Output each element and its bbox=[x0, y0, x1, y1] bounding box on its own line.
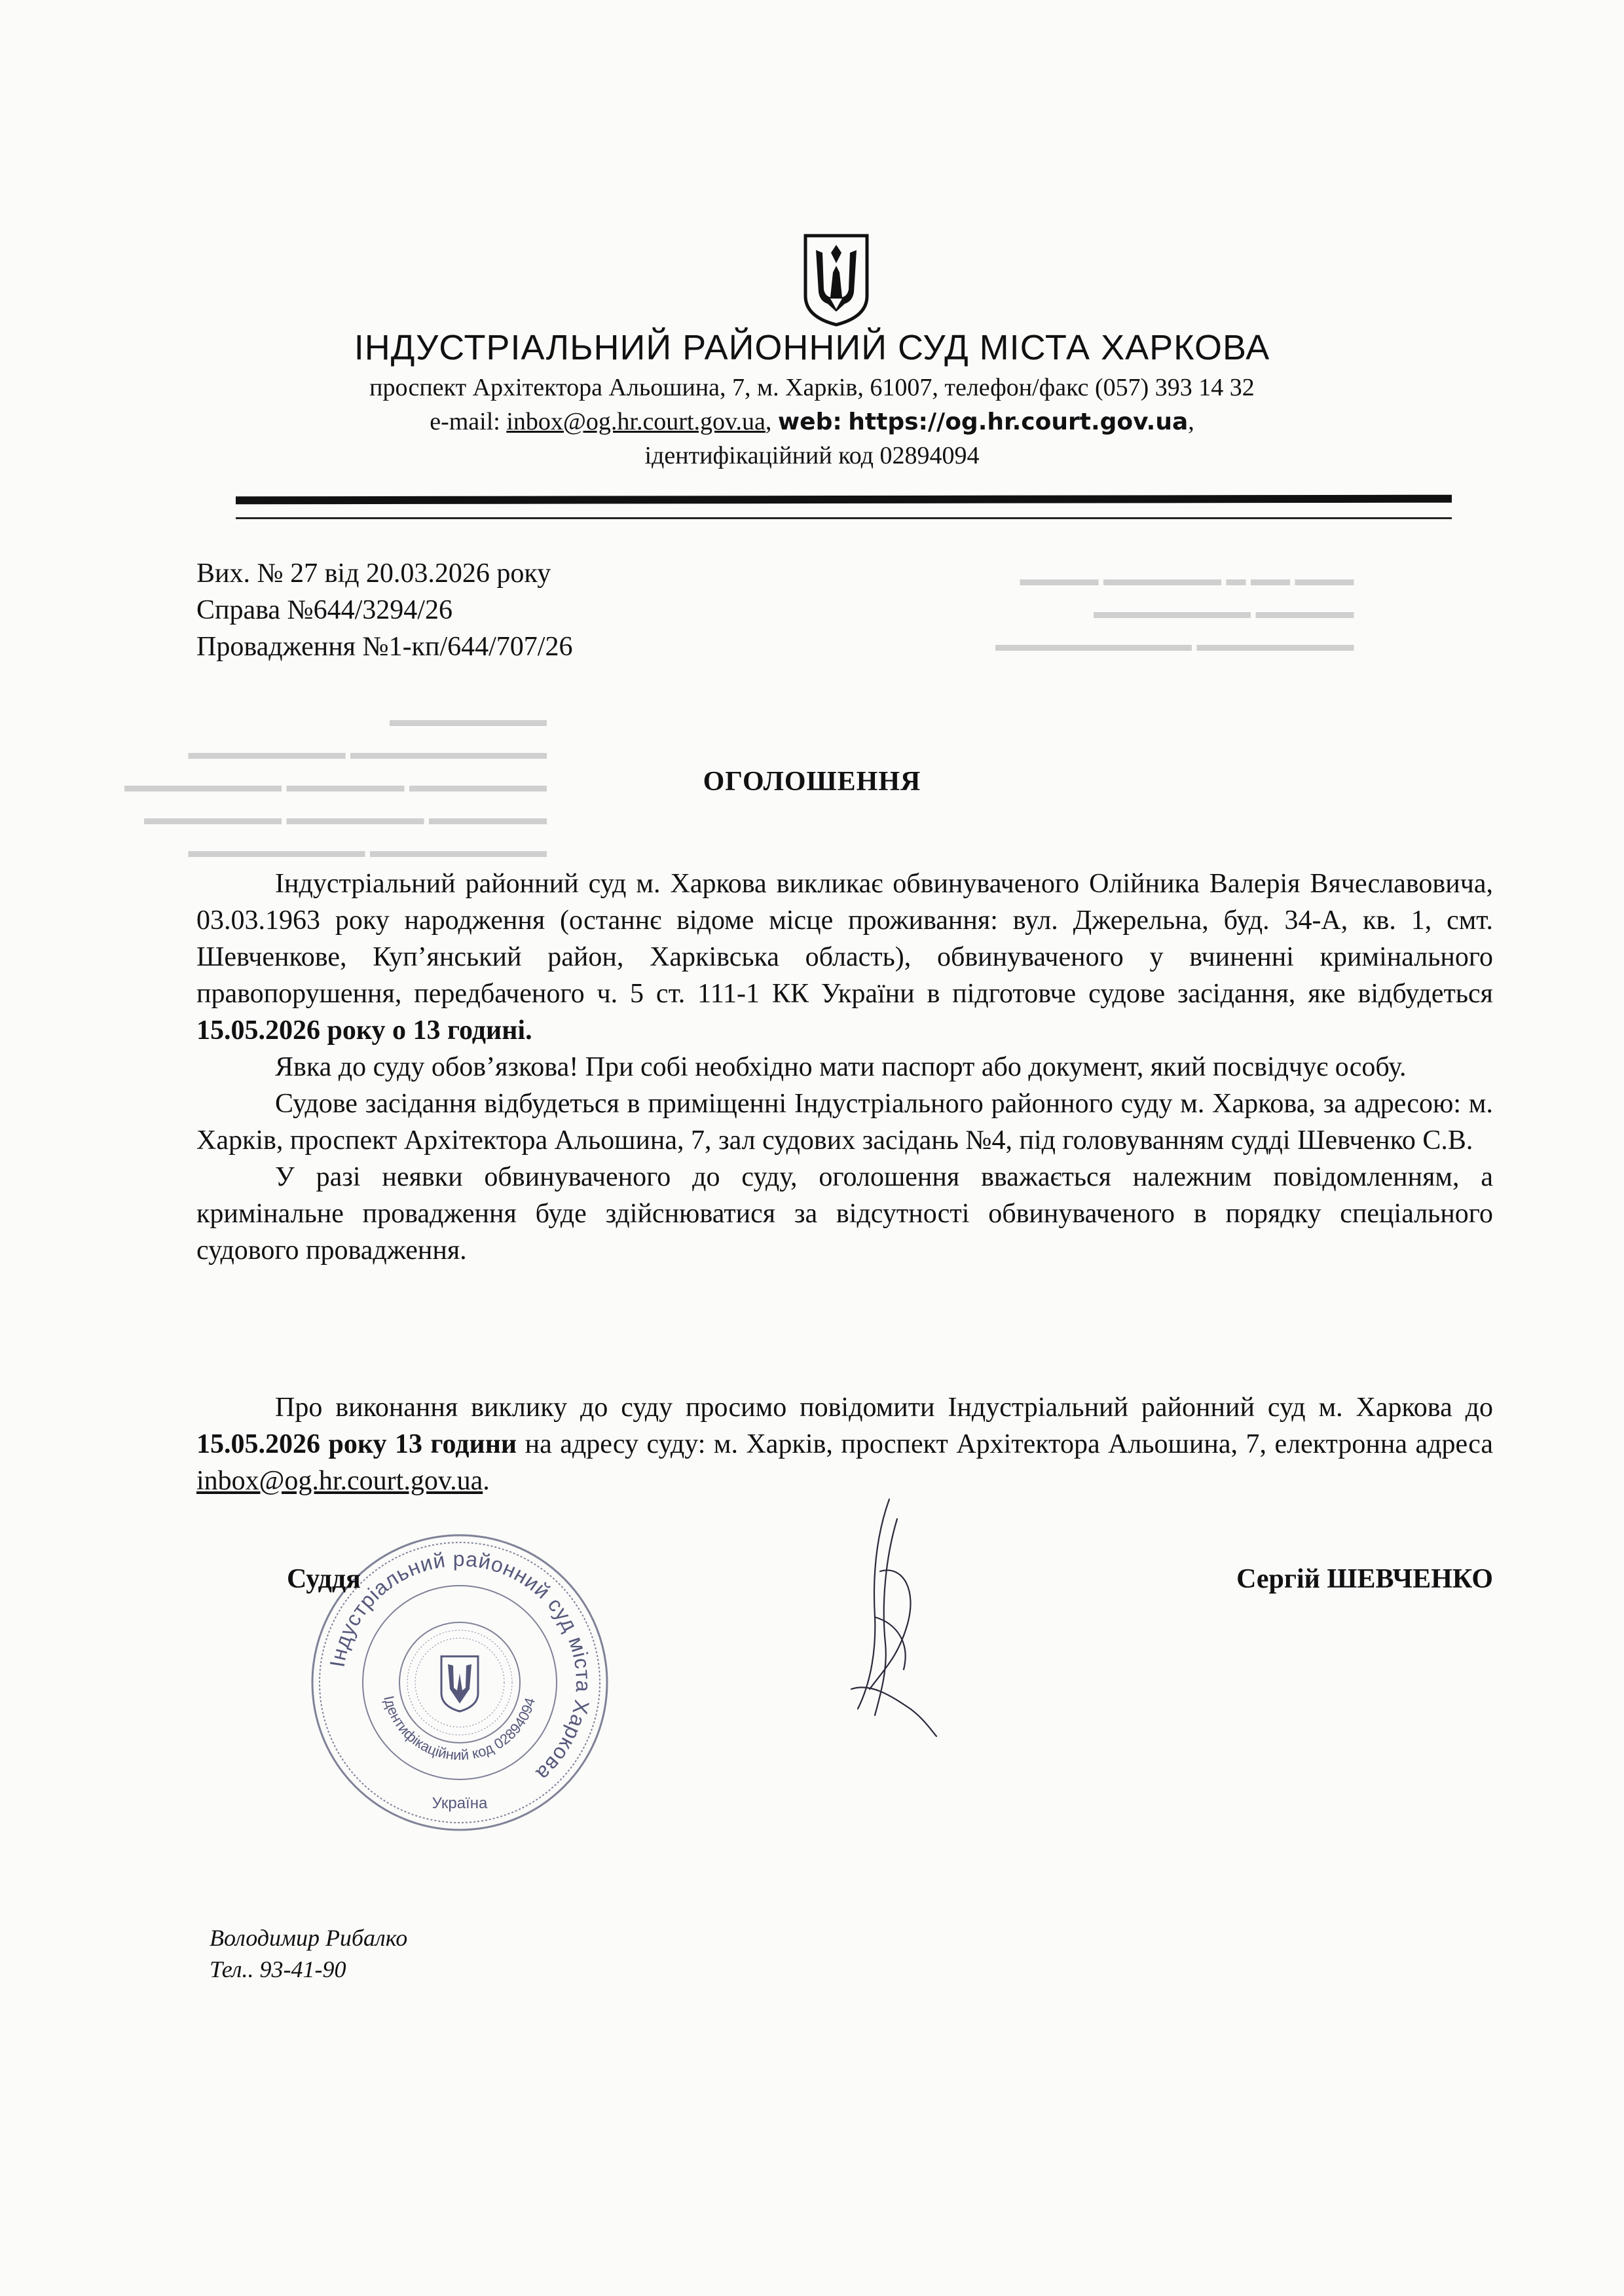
notice-body bbox=[196, 866, 1493, 1269]
reply-request bbox=[196, 1389, 1493, 1499]
court-web-link[interactable]: https://og.hr.court.gov.ua bbox=[848, 409, 1189, 435]
document-references bbox=[196, 555, 572, 665]
absence-paragraph: У разі неявки обвинуваченого до суду, оголошення вважається належним повідомленням, а кримінальне провадження буде здійснюватися за відсутності обвинуваченого в порядку спеціального судового провадження. bbox=[196, 1162, 1493, 1266]
email-label: e-mail: bbox=[430, 408, 500, 435]
court-id-code: ідентифікаційний код 02894094 bbox=[644, 442, 980, 469]
attendance-paragraph: Явка до суду обов’язкова! При собі необхідно мати паспорт або документ, який посвідчує особу. bbox=[275, 1052, 1407, 1082]
reply-deadline: 15.05.2026 року 13 години bbox=[196, 1429, 517, 1459]
venue-paragraph: Судове засідання відбудеться в приміщенні Індустріального районного суду м. Харкова, за адресою: м. Харків, проспект Архітектора Альошина, 7, зал судових засідань №4, під головуванням судді Шевченко С.В. bbox=[196, 1089, 1493, 1156]
outgoing-number: Вих. № 27 від 20.03.2026 року bbox=[196, 558, 551, 589]
hearing-datetime: 15.05.2026 року о 13 годині. bbox=[196, 1015, 532, 1046]
proceeding-number: Провадження №1-кп/644/707/26 bbox=[196, 632, 573, 662]
executor-phone: Тел.. 93-41-90 bbox=[210, 1956, 346, 1982]
stamp-trident-icon bbox=[441, 1656, 478, 1711]
handwritten-signature bbox=[812, 1493, 956, 1741]
header-divider-thick bbox=[236, 495, 1452, 505]
bleed-through: ▬▬▬ ▬▬ ▬ ▬▬▬▬▬▬ ▬▬▬▬ ▬▬▬▬▬ ▬▬▬▬▬▬▬▬ ▬▬▬▬▬▬▬▬ ▬▬▬▬▬▬▬▬▬▬ bbox=[995, 568, 1354, 655]
notice-heading: ОГОЛОШЕННЯ bbox=[703, 767, 921, 797]
court-address: проспект Архітектора Альошина, 7, м. Харків, 61007, телефон/факс (057) 393 14 32 bbox=[369, 374, 1255, 401]
reply-paragraph: Про виконання виклику до суду просимо повідомити Індустріальний районний суд м. Харкова до 15.05.2026 року 13 години на адресу суду: м. Харків, проспект Архітектора Альошина, 7, електронна адреса inbox@og.hr.court.gov.ua. bbox=[196, 1393, 1494, 1496]
executor-info bbox=[210, 1922, 407, 1985]
case-number: Справа №644/3294/26 bbox=[196, 595, 452, 625]
court-name-title: ІНДУСТРІАЛЬНИЙ РАЙОННИЙ СУД МІСТА ХАРКОВА bbox=[354, 328, 1270, 367]
stamp-country: Україна bbox=[432, 1795, 488, 1812]
court-contacts: e-mail: inbox@og.hr.court.gov.ua, web: https://og.hr.court.gov.ua, bbox=[430, 408, 1194, 435]
bleed-through: ▬▬▬▬▬▬▬▬ ▬▬▬▬▬▬▬▬▬▬ ▬▬▬▬▬▬▬▬ ▬▬▬▬▬▬▬ ▬▬▬▬▬▬ ▬▬▬▬▬▬▬▬ ▬▬▬▬▬▬ ▬▬▬▬▬▬▬ ▬▬▬▬▬▬▬ ▬▬▬▬▬▬▬▬▬ ▬▬▬▬▬▬▬▬▬ bbox=[124, 709, 547, 862]
trident-emblem-icon bbox=[802, 233, 871, 327]
web-label: web: bbox=[777, 409, 842, 435]
stamp-outer-text: Індустріальний районний суд міста Харкова bbox=[325, 1546, 596, 1786]
executor-name: Володимир Рибалко bbox=[210, 1925, 408, 1951]
court-email-link[interactable]: inbox@og.hr.court.gov.ua bbox=[506, 408, 766, 435]
signatory-role: Суддя bbox=[287, 1564, 361, 1594]
header-divider-thin bbox=[236, 517, 1452, 519]
signatory-name: Сергій ШЕВЧЕНКО bbox=[1236, 1564, 1493, 1594]
reply-email-link[interactable]: inbox@og.hr.court.gov.ua bbox=[196, 1466, 483, 1496]
stamp-inner-text: Ідентифікаційний код 02894094 bbox=[380, 1694, 539, 1764]
summons-paragraph: Індустріальний районний суд м. Харкова викликає обвинуваченого Олійника Валерія Вячеславовича, 03.03.1963 року народження (останнє відоме місце проживання: вул. Джерельна, буд. 34-А, кв. 1, смт. Шевченкове, Куп’янський район, Харківська область), обвинуваченого у вчиненні кримінального правопорушення, передбаченого ч. 5 ст. 111-1 КК України в підготовче судове засідання, яке відбудеться 15.05.2026 року о 13 годині. bbox=[196, 869, 1493, 1046]
